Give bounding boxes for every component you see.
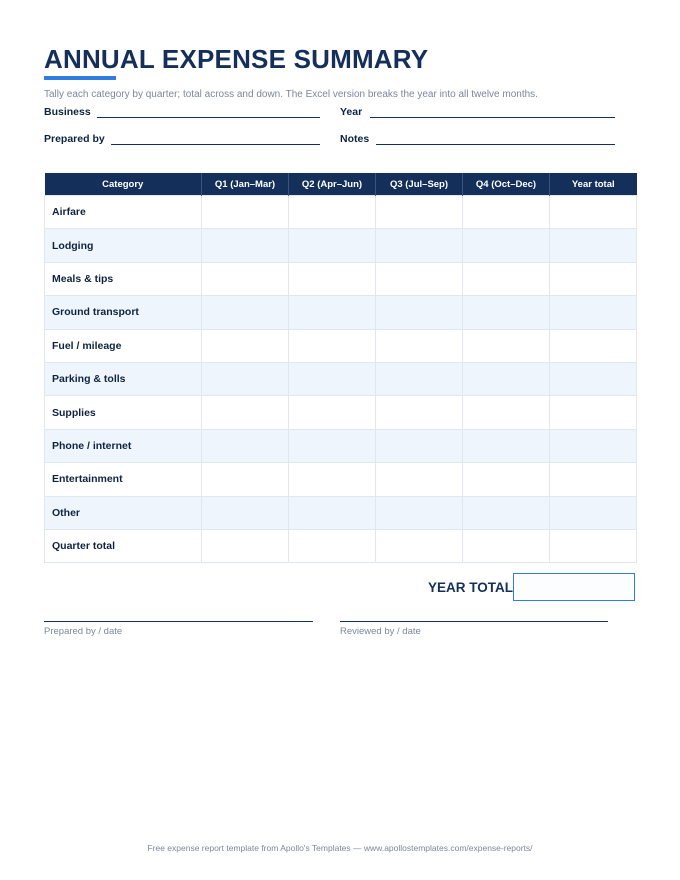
q2-cell[interactable] [289, 329, 376, 362]
business-field[interactable] [97, 117, 320, 118]
q3-cell[interactable] [376, 463, 463, 496]
table-row [45, 329, 637, 362]
q2-cell[interactable] [289, 196, 376, 229]
q2-cell[interactable] [289, 296, 376, 329]
year-total-cell[interactable] [550, 229, 637, 262]
year-total-cell[interactable] [550, 396, 637, 429]
year-label: Year [340, 106, 363, 118]
year-total-cell[interactable] [550, 329, 637, 362]
year-total-cell[interactable] [550, 362, 637, 395]
q3-cell[interactable] [376, 529, 463, 562]
q1-cell[interactable] [202, 196, 289, 229]
year-total-cell[interactable] [550, 262, 637, 295]
year-total-cell[interactable] [550, 496, 637, 529]
column-header-category: Category [45, 173, 202, 196]
column-header-q3: Q3 (Jul–Sep) [376, 173, 463, 196]
q2-cell[interactable] [289, 529, 376, 562]
q1-cell[interactable] [202, 296, 289, 329]
q1-cell[interactable] [202, 496, 289, 529]
q1-cell[interactable] [202, 529, 289, 562]
column-header-q4: Q4 (Oct–Dec) [463, 173, 550, 196]
table-row [45, 429, 637, 462]
year-total-cell[interactable] [550, 463, 637, 496]
prepared-signature-line[interactable] [44, 621, 313, 622]
category-cell: Lodging [45, 229, 202, 262]
category-cell: Fuel / mileage [45, 329, 202, 362]
year-total-label: YEAR TOTAL [428, 580, 514, 595]
q3-cell[interactable] [376, 496, 463, 529]
prepared-by-field[interactable] [111, 144, 320, 145]
category-cell: Other [45, 496, 202, 529]
q4-cell[interactable] [463, 229, 550, 262]
category-cell: Meals & tips [45, 262, 202, 295]
q4-cell[interactable] [463, 496, 550, 529]
category-cell: Phone / internet [45, 429, 202, 462]
table-header-row [45, 173, 637, 196]
notes-label: Notes [340, 133, 370, 145]
q4-cell[interactable] [463, 296, 550, 329]
table-row [45, 196, 637, 229]
category-cell: Parking & tolls [45, 362, 202, 395]
year-total-cell[interactable] [550, 429, 637, 462]
footer-note: Free expense report template from Apollo's Templates — www.apollostemplates.com/expense-reports/ [147, 843, 533, 853]
q4-cell[interactable] [463, 529, 550, 562]
q3-cell[interactable] [376, 262, 463, 295]
prepared-signature-label: Prepared by / date [44, 626, 123, 637]
table-row [45, 463, 637, 496]
q1-cell[interactable] [202, 463, 289, 496]
category-cell: Ground transport [45, 296, 202, 329]
notes-field[interactable] [376, 144, 615, 145]
category-cell: Airfare [45, 196, 202, 229]
q3-cell[interactable] [376, 396, 463, 429]
prepared-by-label: Prepared by [44, 133, 105, 145]
reviewed-signature-line[interactable] [340, 621, 608, 622]
q2-cell[interactable] [289, 362, 376, 395]
table-row [45, 262, 637, 295]
q3-cell[interactable] [376, 329, 463, 362]
q4-cell[interactable] [463, 396, 550, 429]
q2-cell[interactable] [289, 463, 376, 496]
q1-cell[interactable] [202, 329, 289, 362]
q1-cell[interactable] [202, 429, 289, 462]
business-label: Business [44, 106, 91, 118]
q2-cell[interactable] [289, 429, 376, 462]
column-header-q2: Q2 (Apr–Jun) [289, 173, 376, 196]
table-row [45, 362, 637, 395]
title-accent-bar [44, 76, 116, 80]
year-field[interactable] [370, 117, 615, 118]
q3-cell[interactable] [376, 429, 463, 462]
table-row [45, 229, 637, 262]
expense-table [44, 173, 637, 563]
q1-cell[interactable] [202, 262, 289, 295]
year-total-cell[interactable] [550, 296, 637, 329]
q1-cell[interactable] [202, 396, 289, 429]
q3-cell[interactable] [376, 196, 463, 229]
column-header-year-total: Year total [550, 173, 637, 196]
category-cell: Entertainment [45, 463, 202, 496]
q3-cell[interactable] [376, 296, 463, 329]
q4-cell[interactable] [463, 262, 550, 295]
q4-cell[interactable] [463, 362, 550, 395]
table-row [45, 529, 637, 562]
q4-cell[interactable] [463, 329, 550, 362]
page-subtitle: Tally each category by quarter; total across and down. The Excel version breaks the year into all twelve months. [44, 89, 538, 100]
q4-cell[interactable] [463, 463, 550, 496]
reviewed-signature-label: Reviewed by / date [340, 626, 421, 637]
year-total-cell[interactable] [550, 196, 637, 229]
q2-cell[interactable] [289, 229, 376, 262]
table-row [45, 496, 637, 529]
page-title: ANNUAL EXPENSE SUMMARY [44, 44, 429, 74]
column-header-q1: Q1 (Jan–Mar) [202, 173, 289, 196]
q2-cell[interactable] [289, 262, 376, 295]
category-cell: Supplies [45, 396, 202, 429]
year-total-input[interactable] [513, 573, 635, 601]
q3-cell[interactable] [376, 362, 463, 395]
q2-cell[interactable] [289, 396, 376, 429]
q1-cell[interactable] [202, 362, 289, 395]
q3-cell[interactable] [376, 229, 463, 262]
q2-cell[interactable] [289, 496, 376, 529]
year-total-cell[interactable] [550, 529, 637, 562]
q4-cell[interactable] [463, 429, 550, 462]
table-row [45, 296, 637, 329]
table-row [45, 396, 637, 429]
q1-cell[interactable] [202, 229, 289, 262]
category-cell: Quarter total [45, 529, 202, 562]
q4-cell[interactable] [463, 196, 550, 229]
